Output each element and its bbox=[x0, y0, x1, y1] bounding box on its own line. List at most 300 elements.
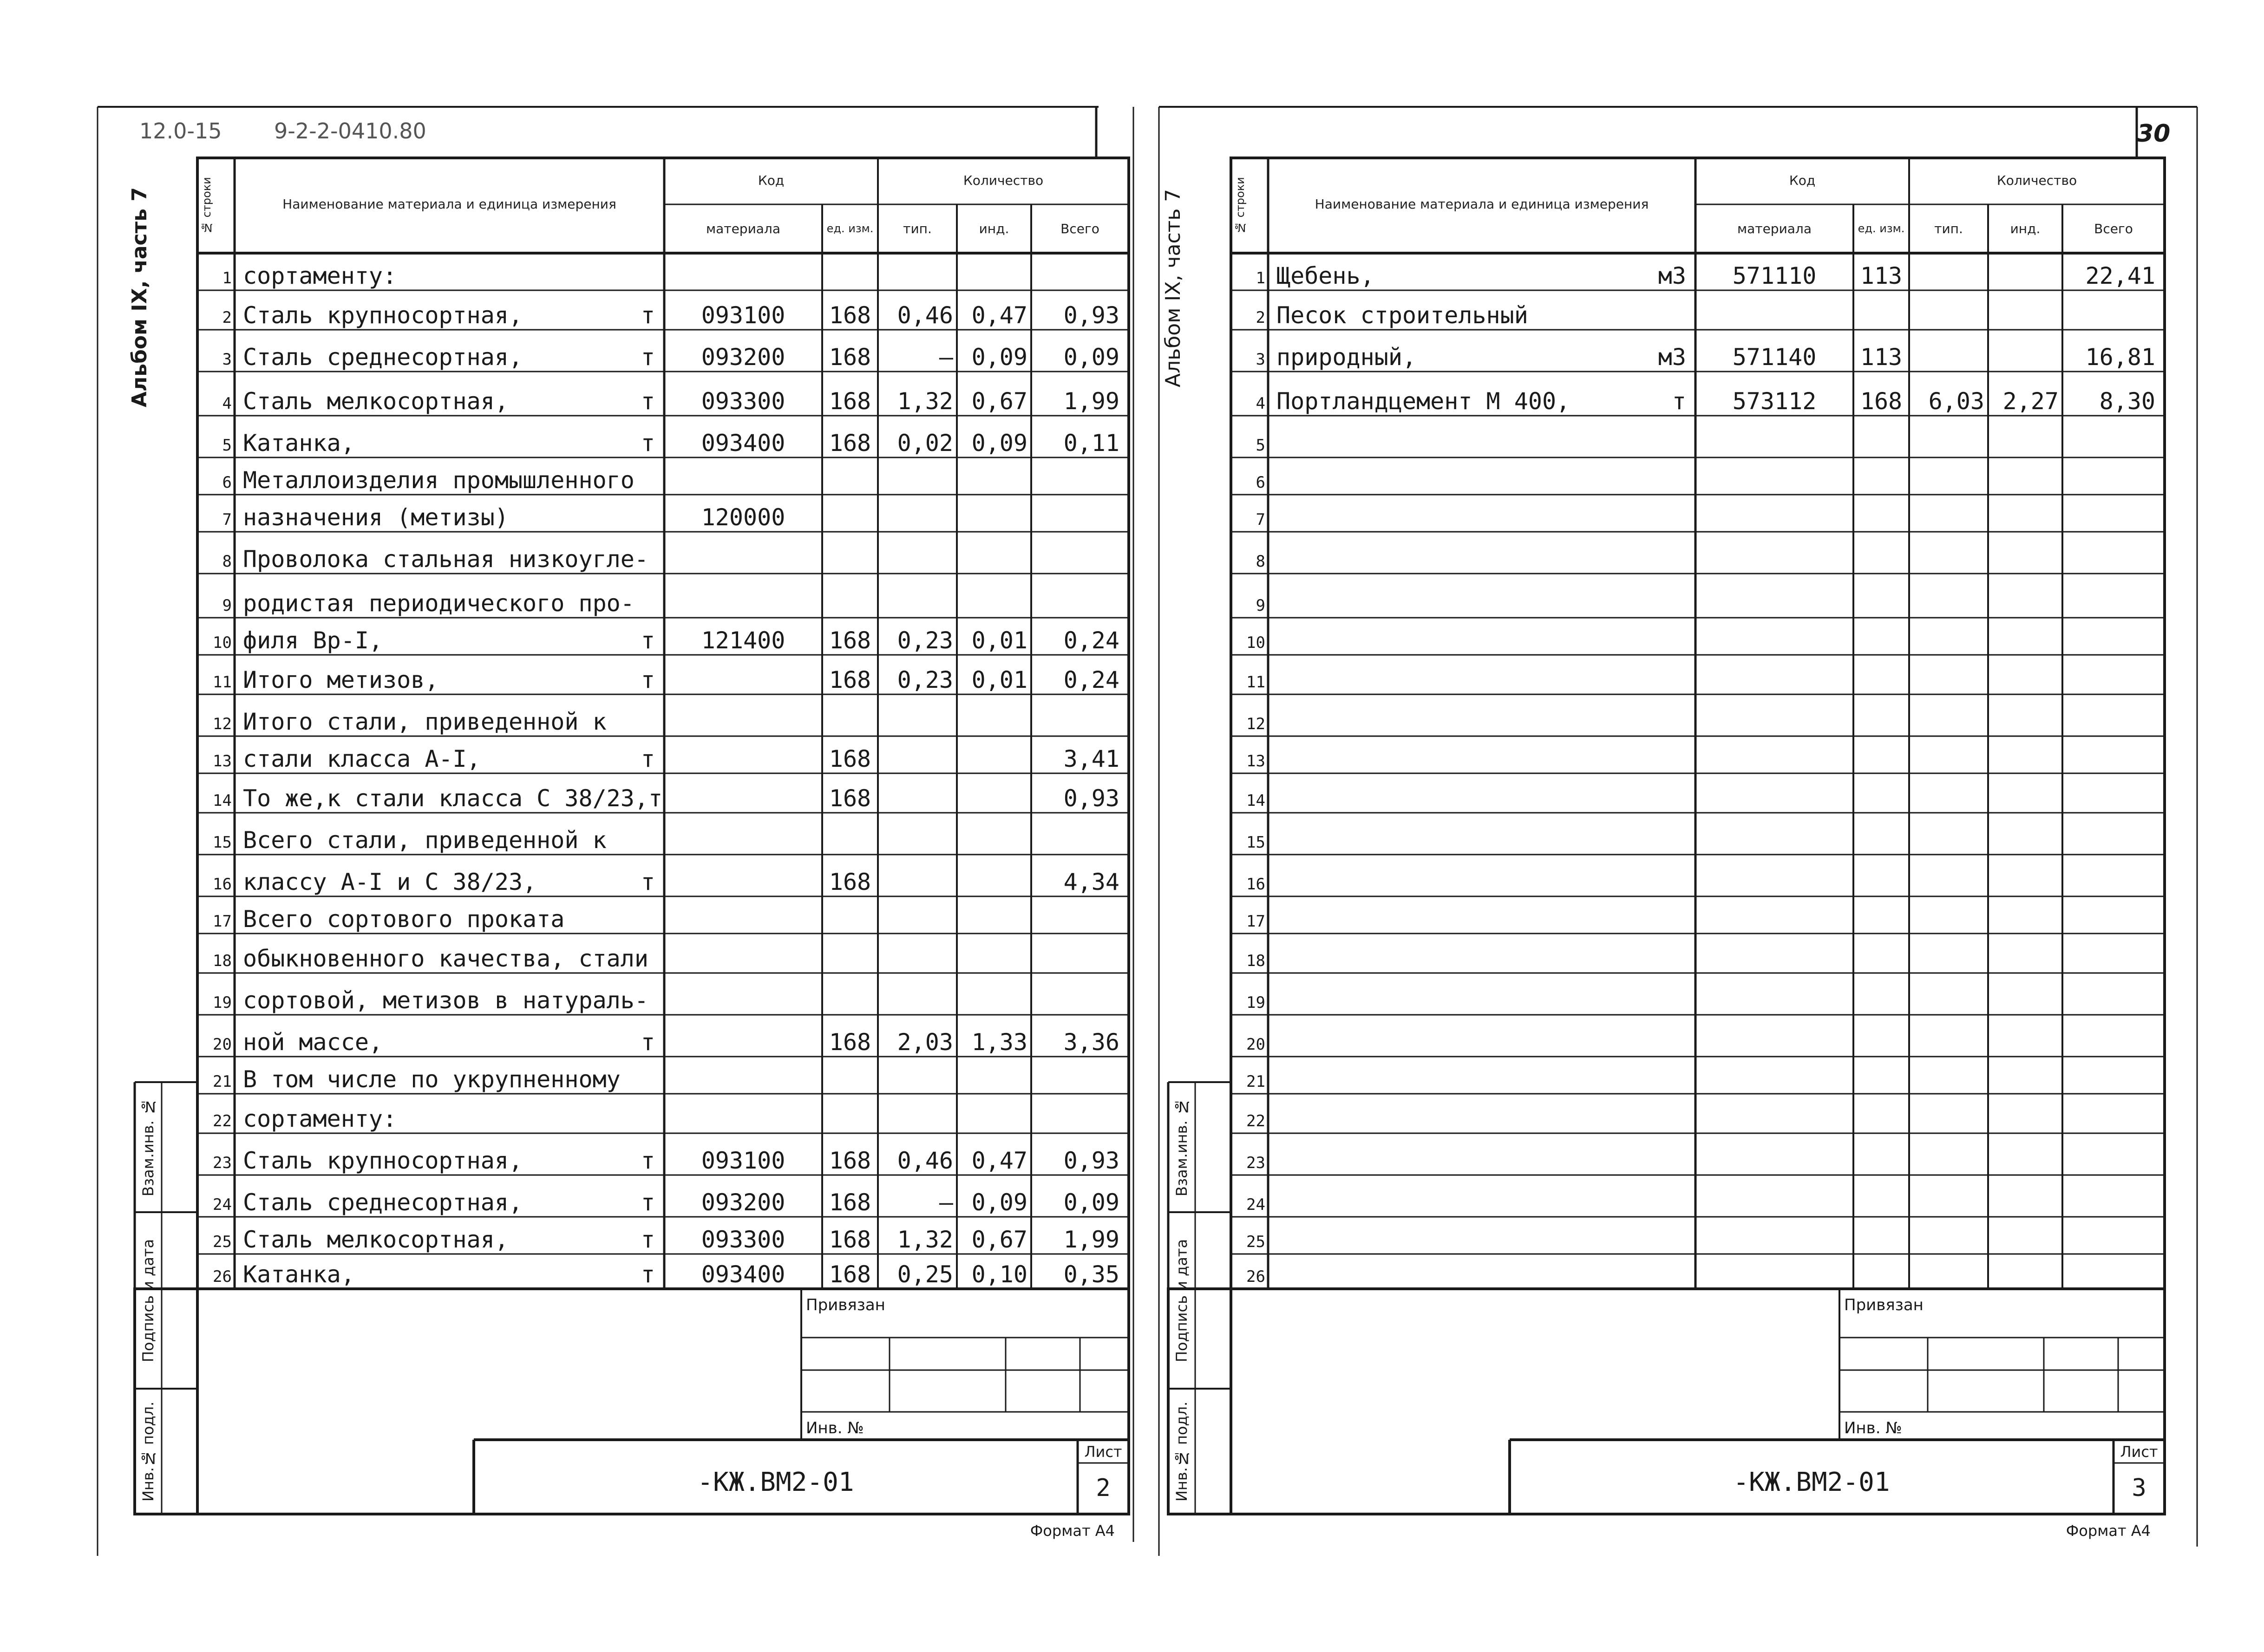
material-code bbox=[664, 694, 822, 733]
row-number: 8 bbox=[222, 552, 232, 571]
qty-total bbox=[2062, 457, 2155, 492]
material-name: Сталь среднесортная, bbox=[243, 344, 523, 371]
material-code bbox=[1695, 1217, 1853, 1251]
unit-code: 168 bbox=[829, 1029, 871, 1056]
material-code: 093100 bbox=[701, 302, 785, 329]
header-typical: тип. bbox=[903, 221, 932, 236]
unit-of-measure bbox=[604, 1094, 655, 1130]
qty-total bbox=[2062, 1175, 2155, 1214]
qty-individual bbox=[957, 694, 1027, 733]
header-quantity: Количество bbox=[1996, 172, 2077, 188]
material-code bbox=[1695, 1057, 1853, 1091]
qty-typical bbox=[1909, 896, 1984, 931]
material-code: 093300 bbox=[701, 1226, 785, 1253]
qty-total: 22,41 bbox=[2085, 262, 2155, 289]
unit-code bbox=[822, 934, 878, 970]
qty-typical bbox=[878, 1094, 953, 1130]
qty-typical bbox=[1909, 532, 1984, 571]
material-name: природный, bbox=[1276, 344, 1417, 371]
unit-of-measure bbox=[604, 253, 655, 287]
header-code: Код bbox=[1789, 172, 1816, 188]
row-number: 4 bbox=[1256, 394, 1265, 413]
qty-total bbox=[2062, 736, 2155, 770]
qty-individual bbox=[957, 253, 1027, 287]
qty-total bbox=[1031, 896, 1119, 931]
qty-total bbox=[2062, 416, 2155, 455]
material-name: В том числе по укрупненному bbox=[243, 1066, 621, 1093]
header-name: Наименование материала и единица измерения bbox=[282, 196, 616, 212]
material-code bbox=[1695, 457, 1853, 492]
qty-total: 0,09 bbox=[1063, 1189, 1119, 1216]
header-unit: ед. изм. bbox=[1858, 222, 1905, 235]
material-code bbox=[664, 773, 822, 810]
unit-code: 168 bbox=[829, 1261, 871, 1288]
qty-typical: 6,03 bbox=[1928, 388, 1984, 415]
qty-typical bbox=[1909, 1175, 1984, 1214]
row-number: 15 bbox=[1246, 833, 1265, 852]
qty-individual: 0,47 bbox=[971, 1147, 1027, 1174]
material-code bbox=[1695, 618, 1853, 652]
row-number: 9 bbox=[1256, 596, 1265, 615]
qty-typical: 2,03 bbox=[897, 1029, 953, 1056]
unit-code bbox=[822, 896, 878, 931]
row-number: 12 bbox=[1246, 715, 1265, 733]
qty-individual bbox=[957, 813, 1027, 852]
material-name: классу А-I и С 38/23, bbox=[243, 868, 537, 895]
material-name bbox=[1276, 694, 1611, 733]
qty-typical bbox=[1909, 290, 1984, 327]
unit-code bbox=[822, 495, 878, 529]
row-number: 18 bbox=[1246, 952, 1265, 970]
qty-individual bbox=[1988, 813, 2059, 852]
qty-typical bbox=[878, 934, 953, 970]
unit-of-measure bbox=[604, 934, 655, 970]
unit-of-measure: т bbox=[641, 1226, 655, 1253]
header-code: Код bbox=[758, 172, 785, 188]
unit-code bbox=[1853, 495, 1909, 529]
material-name bbox=[1276, 896, 1611, 931]
unit-code bbox=[1853, 1217, 1909, 1251]
material-code: 573112 bbox=[1732, 388, 1817, 415]
qty-typical bbox=[1909, 1217, 1984, 1251]
material-name bbox=[1276, 855, 1611, 894]
doc-code: -КЖ.ВМ2-01 bbox=[1733, 1467, 1890, 1497]
material-code bbox=[1695, 655, 1853, 692]
qty-typical: 0,46 bbox=[897, 302, 953, 329]
material-code bbox=[664, 532, 822, 571]
unit-code bbox=[1853, 655, 1909, 692]
header-total: Всего bbox=[2094, 221, 2133, 236]
qty-individual: 0,67 bbox=[971, 388, 1027, 415]
unit-of-measure: т bbox=[641, 344, 655, 371]
unit-code bbox=[1853, 694, 1909, 733]
qty-total bbox=[1031, 532, 1119, 571]
material-code: 093200 bbox=[701, 344, 785, 371]
qty-total: 0,93 bbox=[1063, 785, 1119, 812]
unit-code bbox=[1853, 290, 1909, 327]
material-name: Итого стали, приведенной к bbox=[243, 708, 607, 735]
row-number: 6 bbox=[1256, 473, 1265, 492]
unit-code: 168 bbox=[829, 344, 871, 371]
unit-code bbox=[1853, 1015, 1909, 1054]
unit-code: 168 bbox=[829, 785, 871, 812]
album-label-left: Альбом IX, часть 7 bbox=[128, 187, 151, 407]
material-name: Сталь крупносортная, bbox=[243, 1147, 523, 1174]
material-name: сортовой, метизов в натураль- bbox=[243, 987, 648, 1014]
row-number: 12 bbox=[213, 715, 232, 733]
material-code: 121400 bbox=[701, 627, 785, 654]
row-number: 1 bbox=[1256, 269, 1265, 287]
qty-typical bbox=[878, 973, 953, 1012]
material-name bbox=[1276, 457, 1611, 492]
qty-typical bbox=[878, 253, 953, 287]
qty-typical bbox=[1909, 416, 1984, 455]
row-number: 3 bbox=[222, 350, 232, 369]
material-code bbox=[1695, 1094, 1853, 1130]
unit-code: 168 bbox=[829, 868, 871, 895]
qty-individual bbox=[1988, 655, 2059, 692]
row-number: 2 bbox=[222, 308, 232, 327]
qty-individual bbox=[1988, 1254, 2059, 1286]
material-name: Сталь крупносортная, bbox=[243, 302, 523, 329]
qty-total bbox=[1031, 457, 1119, 492]
qty-individual: 1,33 bbox=[971, 1029, 1027, 1056]
material-code bbox=[1695, 896, 1853, 931]
qty-individual: 0,09 bbox=[971, 1189, 1027, 1216]
unit-code bbox=[1853, 457, 1909, 492]
top-left-code: 12.0-15 bbox=[139, 118, 222, 144]
qty-total bbox=[2062, 1254, 2155, 1286]
qty-individual bbox=[957, 736, 1027, 770]
qty-total: 16,81 bbox=[2085, 344, 2155, 371]
material-code bbox=[664, 855, 822, 894]
material-code: 571110 bbox=[1732, 262, 1817, 289]
qty-individual bbox=[1988, 855, 2059, 894]
material-name bbox=[1276, 1015, 1611, 1054]
material-code bbox=[1695, 973, 1853, 1012]
header-row-number: № строки bbox=[1234, 177, 1247, 234]
row-number: 19 bbox=[213, 993, 232, 1012]
qty-total bbox=[2062, 973, 2155, 1012]
qty-total: 0,24 bbox=[1063, 666, 1119, 693]
material-code bbox=[664, 253, 822, 287]
header-unit: ед. изм. bbox=[826, 222, 874, 235]
unit-of-measure bbox=[604, 532, 655, 571]
qty-total bbox=[1031, 813, 1119, 852]
qty-individual: 0,09 bbox=[971, 430, 1027, 457]
qty-individual bbox=[1988, 934, 2059, 970]
header-name: Наименование материала и единица измерения bbox=[1315, 196, 1649, 212]
unit-code bbox=[822, 973, 878, 1012]
qty-individual bbox=[957, 896, 1027, 931]
qty-total bbox=[2062, 773, 2155, 810]
unit-of-measure bbox=[604, 813, 655, 852]
qty-individual bbox=[1988, 1015, 2059, 1054]
unit-code: 168 bbox=[829, 430, 871, 457]
material-name: назначения (метизы) bbox=[243, 504, 509, 531]
qty-individual bbox=[1988, 495, 2059, 529]
qty-typical bbox=[1909, 495, 1984, 529]
material-name: Металлоизделия промышленного bbox=[243, 467, 635, 494]
unit-code bbox=[1853, 813, 1909, 852]
material-code bbox=[1695, 934, 1853, 970]
unit-code bbox=[1853, 855, 1909, 894]
qty-total bbox=[2062, 655, 2155, 692]
qty-typical bbox=[1909, 694, 1984, 733]
unit-of-measure bbox=[604, 773, 655, 810]
qty-individual bbox=[1988, 416, 2059, 455]
unit-code bbox=[822, 1094, 878, 1130]
material-code bbox=[664, 574, 822, 615]
row-number: 20 bbox=[1246, 1035, 1265, 1054]
qty-individual bbox=[1988, 618, 2059, 652]
material-name: обыкновенного качества, стали bbox=[243, 945, 648, 972]
row-number: 6 bbox=[222, 473, 232, 492]
unit-of-measure bbox=[1635, 1015, 1686, 1054]
qty-typical bbox=[878, 532, 953, 571]
unit-of-measure: т bbox=[641, 1261, 655, 1288]
sheet-label: Лист bbox=[2120, 1443, 2158, 1461]
unit-of-measure bbox=[604, 1057, 655, 1091]
row-number: 21 bbox=[213, 1072, 232, 1091]
material-name: Катанка, bbox=[243, 430, 355, 457]
row-number: 22 bbox=[213, 1112, 232, 1130]
unit-code: 168 bbox=[829, 1226, 871, 1253]
row-number: 11 bbox=[213, 673, 232, 692]
qty-typical: – bbox=[939, 344, 953, 371]
unit-code: 168 bbox=[829, 1147, 871, 1174]
qty-typical: 1,32 bbox=[897, 388, 953, 415]
page-number: 30 bbox=[2137, 120, 2171, 148]
qty-individual bbox=[1988, 457, 2059, 492]
qty-typical bbox=[1909, 457, 1984, 492]
unit-code bbox=[1853, 574, 1909, 615]
row-number: 16 bbox=[213, 875, 232, 894]
qty-total: 4,34 bbox=[1063, 868, 1119, 895]
material-name: ной массе, bbox=[243, 1029, 383, 1056]
qty-total bbox=[2062, 1094, 2155, 1130]
header-total: Всего bbox=[1060, 221, 1099, 236]
qty-typical bbox=[1909, 855, 1984, 894]
qty-total bbox=[1031, 495, 1119, 529]
qty-total bbox=[2062, 1133, 2155, 1172]
qty-typical bbox=[878, 694, 953, 733]
qty-total bbox=[1031, 574, 1119, 615]
unit-code bbox=[1853, 1175, 1909, 1214]
unit-of-measure bbox=[1635, 896, 1686, 931]
qty-individual bbox=[1988, 773, 2059, 810]
qty-individual bbox=[1988, 532, 2059, 571]
material-name bbox=[1276, 736, 1611, 770]
material-code bbox=[664, 457, 822, 492]
qty-typical bbox=[878, 495, 953, 529]
material-name: Сталь мелкосортная, bbox=[243, 388, 509, 415]
row-number: 8 bbox=[1256, 552, 1265, 571]
row-number: 21 bbox=[1246, 1072, 1265, 1091]
qty-individual bbox=[957, 973, 1027, 1012]
header-individual: инд. bbox=[2010, 221, 2041, 236]
unit-of-measure bbox=[1635, 1254, 1686, 1286]
material-name: Проволока стальная низкоугле- bbox=[243, 546, 648, 573]
stamp-privyazan: Привязан bbox=[1844, 1296, 1924, 1314]
qty-individual: 0,01 bbox=[971, 627, 1027, 654]
unit-of-measure bbox=[1635, 736, 1686, 770]
qty-total bbox=[2062, 855, 2155, 894]
row-number: 10 bbox=[1246, 633, 1265, 652]
unit-of-measure: т bbox=[641, 1147, 655, 1174]
qty-total bbox=[2062, 532, 2155, 571]
material-code bbox=[1695, 736, 1853, 770]
material-name bbox=[1276, 1254, 1611, 1286]
row-number: 4 bbox=[222, 394, 232, 413]
qty-individual bbox=[1988, 973, 2059, 1012]
qty-typical bbox=[1909, 574, 1984, 615]
header-material: материала bbox=[706, 221, 780, 236]
qty-total: 3,41 bbox=[1063, 745, 1119, 772]
album-label-right: Альбом IX, часть 7 bbox=[1161, 189, 1185, 387]
unit-code: 168 bbox=[829, 1189, 871, 1216]
qty-typical bbox=[1909, 253, 1984, 287]
margin-label-vzam: Взам.инв. № bbox=[139, 1098, 157, 1196]
material-name bbox=[1276, 973, 1611, 1012]
material-name: стали класса А-I, bbox=[243, 745, 481, 772]
qty-individual: 0,67 bbox=[971, 1226, 1027, 1253]
material-name bbox=[1276, 1133, 1611, 1172]
material-code: 093400 bbox=[701, 1261, 785, 1288]
unit-of-measure bbox=[604, 896, 655, 931]
material-name: Портландцемент М 400, bbox=[1276, 388, 1570, 415]
qty-individual bbox=[1988, 896, 2059, 931]
qty-typical: 0,46 bbox=[897, 1147, 953, 1174]
unit-of-measure bbox=[1635, 532, 1686, 571]
unit-code bbox=[1853, 532, 1909, 571]
qty-total bbox=[2062, 1015, 2155, 1054]
margin-label-inv_podl: Инв.№ подл. bbox=[1173, 1401, 1191, 1502]
qty-individual bbox=[957, 495, 1027, 529]
material-code: 120000 bbox=[701, 504, 785, 531]
qty-individual bbox=[957, 574, 1027, 615]
qty-total bbox=[1031, 694, 1119, 733]
unit-code bbox=[1853, 1057, 1909, 1091]
unit-code bbox=[1853, 973, 1909, 1012]
row-number: 18 bbox=[213, 952, 232, 970]
row-number: 13 bbox=[213, 752, 232, 770]
unit-code: 168 bbox=[829, 388, 871, 415]
unit-of-measure bbox=[1635, 655, 1686, 692]
unit-of-measure bbox=[1635, 1057, 1686, 1091]
unit-code bbox=[1853, 934, 1909, 970]
material-code bbox=[664, 1094, 822, 1130]
material-code bbox=[664, 896, 822, 931]
material-name: Катанка, bbox=[243, 1261, 355, 1288]
qty-typical bbox=[1909, 973, 1984, 1012]
stamp-inv-no: Инв. № bbox=[1844, 1419, 1902, 1437]
material-name bbox=[1276, 416, 1611, 455]
unit-of-measure: т bbox=[641, 666, 655, 693]
qty-individual bbox=[957, 532, 1027, 571]
material-name bbox=[1276, 1094, 1611, 1130]
row-number: 5 bbox=[1256, 436, 1265, 455]
qty-individual bbox=[957, 1094, 1027, 1130]
qty-total: 0,35 bbox=[1063, 1261, 1119, 1288]
unit-code bbox=[1853, 736, 1909, 770]
unit-code bbox=[822, 253, 878, 287]
unit-code: 168 bbox=[829, 666, 871, 693]
unit-code bbox=[822, 694, 878, 733]
material-name: Песок строительный bbox=[1276, 302, 1528, 329]
qty-total: 0,09 bbox=[1063, 344, 1119, 371]
unit-code: 168 bbox=[829, 627, 871, 654]
unit-code: 168 bbox=[829, 302, 871, 329]
unit-of-measure: т bbox=[641, 745, 655, 772]
material-name: Щебень, bbox=[1276, 262, 1374, 289]
qty-typical bbox=[878, 896, 953, 931]
material-name bbox=[1276, 574, 1611, 615]
material-name bbox=[1276, 1175, 1611, 1214]
row-number: 13 bbox=[1246, 752, 1265, 770]
qty-individual bbox=[957, 1057, 1027, 1091]
unit-of-measure: т bbox=[641, 388, 655, 415]
material-code bbox=[664, 1015, 822, 1054]
qty-typical bbox=[878, 773, 953, 810]
qty-individual bbox=[1988, 1175, 2059, 1214]
row-number: 23 bbox=[213, 1154, 232, 1172]
material-code bbox=[664, 973, 822, 1012]
qty-total: 3,36 bbox=[1063, 1029, 1119, 1056]
row-number: 24 bbox=[213, 1195, 232, 1214]
qty-typical bbox=[1909, 934, 1984, 970]
qty-total bbox=[1031, 253, 1119, 287]
unit-code bbox=[822, 532, 878, 571]
material-code: 571140 bbox=[1732, 344, 1817, 371]
unit-of-measure bbox=[1635, 1175, 1686, 1214]
unit-of-measure bbox=[604, 973, 655, 1012]
format-label: Формат А4 bbox=[1030, 1522, 1115, 1540]
unit-of-measure bbox=[1635, 290, 1686, 327]
material-code bbox=[664, 736, 822, 770]
material-code: 093300 bbox=[701, 388, 785, 415]
unit-code bbox=[1853, 896, 1909, 931]
qty-individual bbox=[1988, 736, 2059, 770]
qty-total bbox=[2062, 934, 2155, 970]
material-name: сортаменту: bbox=[243, 262, 397, 289]
qty-typical bbox=[1909, 1133, 1984, 1172]
material-code bbox=[1695, 694, 1853, 733]
qty-individual bbox=[1988, 1094, 2059, 1130]
qty-individual bbox=[957, 855, 1027, 894]
row-number: 15 bbox=[213, 833, 232, 852]
material-name: Всего сортового проката bbox=[243, 906, 565, 933]
qty-typical bbox=[1909, 618, 1984, 652]
material-code bbox=[1695, 1254, 1853, 1286]
row-number: 7 bbox=[222, 510, 232, 529]
qty-typical bbox=[1909, 1254, 1984, 1286]
qty-individual bbox=[957, 773, 1027, 810]
qty-total bbox=[2062, 1057, 2155, 1091]
qty-total: 0,11 bbox=[1063, 430, 1119, 457]
material-code bbox=[1695, 290, 1853, 327]
qty-total bbox=[2062, 813, 2155, 852]
row-number: 9 bbox=[222, 596, 232, 615]
qty-individual bbox=[1988, 1133, 2059, 1172]
qty-total bbox=[2062, 694, 2155, 733]
unit-code: 113 bbox=[1860, 262, 1903, 289]
qty-typical bbox=[878, 457, 953, 492]
unit-code: 168 bbox=[1860, 388, 1903, 415]
material-name: сортаменту: bbox=[243, 1105, 397, 1132]
material-name bbox=[1276, 618, 1611, 652]
qty-typical bbox=[878, 855, 953, 894]
